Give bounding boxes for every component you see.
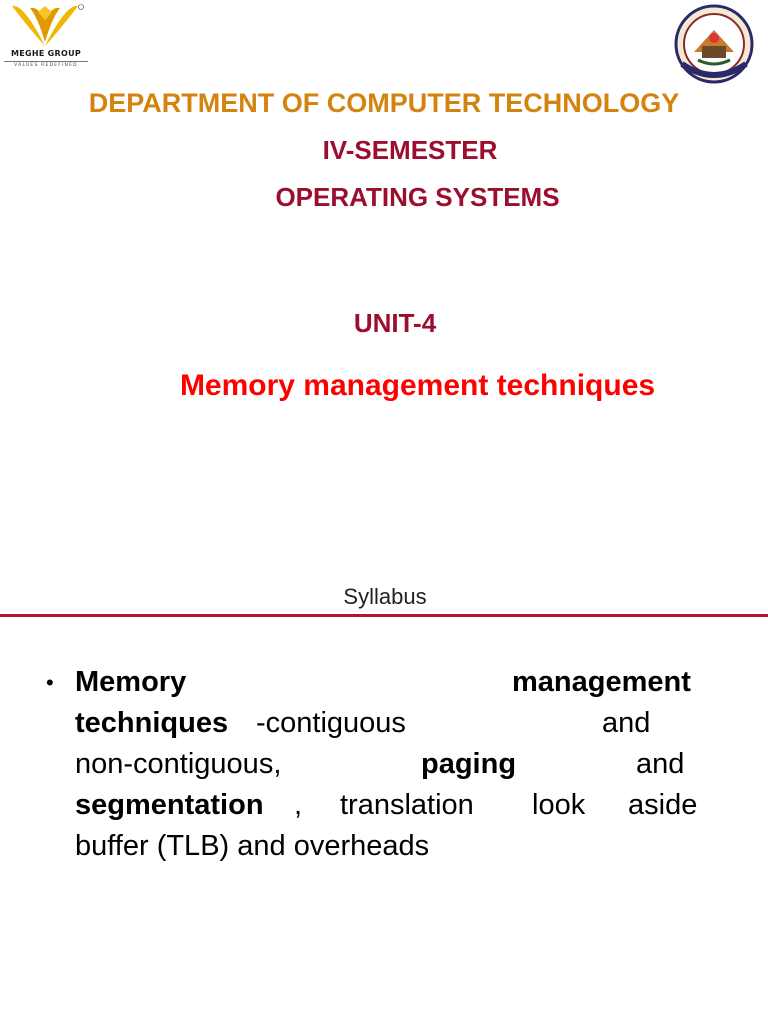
subject-title: OPERATING SYSTEMS (275, 182, 560, 212)
unit-title: UNIT-4 (353, 308, 437, 338)
bullet-word: -contiguous (256, 707, 406, 739)
bullet-line-2 (75, 703, 722, 744)
syllabus-heading: Syllabus (343, 584, 427, 609)
bullet-word: buffer (TLB) and overheads (75, 830, 430, 862)
bullet-word: segmentation (75, 789, 264, 821)
meghe-group-logo-icon (2, 2, 88, 72)
bullet-word: management (512, 666, 691, 698)
bullet-icon: • (46, 670, 54, 695)
bullet-line-4 (75, 785, 722, 826)
topic-title: Memory management techniques (179, 369, 656, 402)
meghe-group-emblem-icon (2, 2, 88, 50)
bullet-word: and (602, 707, 651, 739)
bullet-word: , (294, 789, 303, 821)
department-title: DEPARTMENT OF COMPUTER TECHNOLOGY (88, 88, 680, 118)
bullet-word: Memory (75, 666, 187, 698)
logo-tagline: VALUES REDEFINED (4, 61, 88, 68)
bullet-word: and (636, 748, 685, 780)
semester-title: IV-SEMESTER (322, 135, 498, 165)
bullet-word: techniques (75, 707, 229, 739)
bullet-line-5 (75, 826, 722, 867)
logo-group-name: MEGHE GROUP (10, 49, 82, 58)
bullet-line-3 (75, 744, 722, 785)
bullet-word: paging (421, 748, 517, 780)
bullet-word: translation (340, 789, 474, 821)
bullet-line-1 (75, 662, 722, 703)
institute-emblem-icon (664, 2, 764, 86)
divider-line (0, 614, 768, 617)
bullet-word: non-contiguous, (75, 748, 282, 780)
bullet-word: aside (628, 789, 698, 821)
bullet-word: look (532, 789, 586, 821)
